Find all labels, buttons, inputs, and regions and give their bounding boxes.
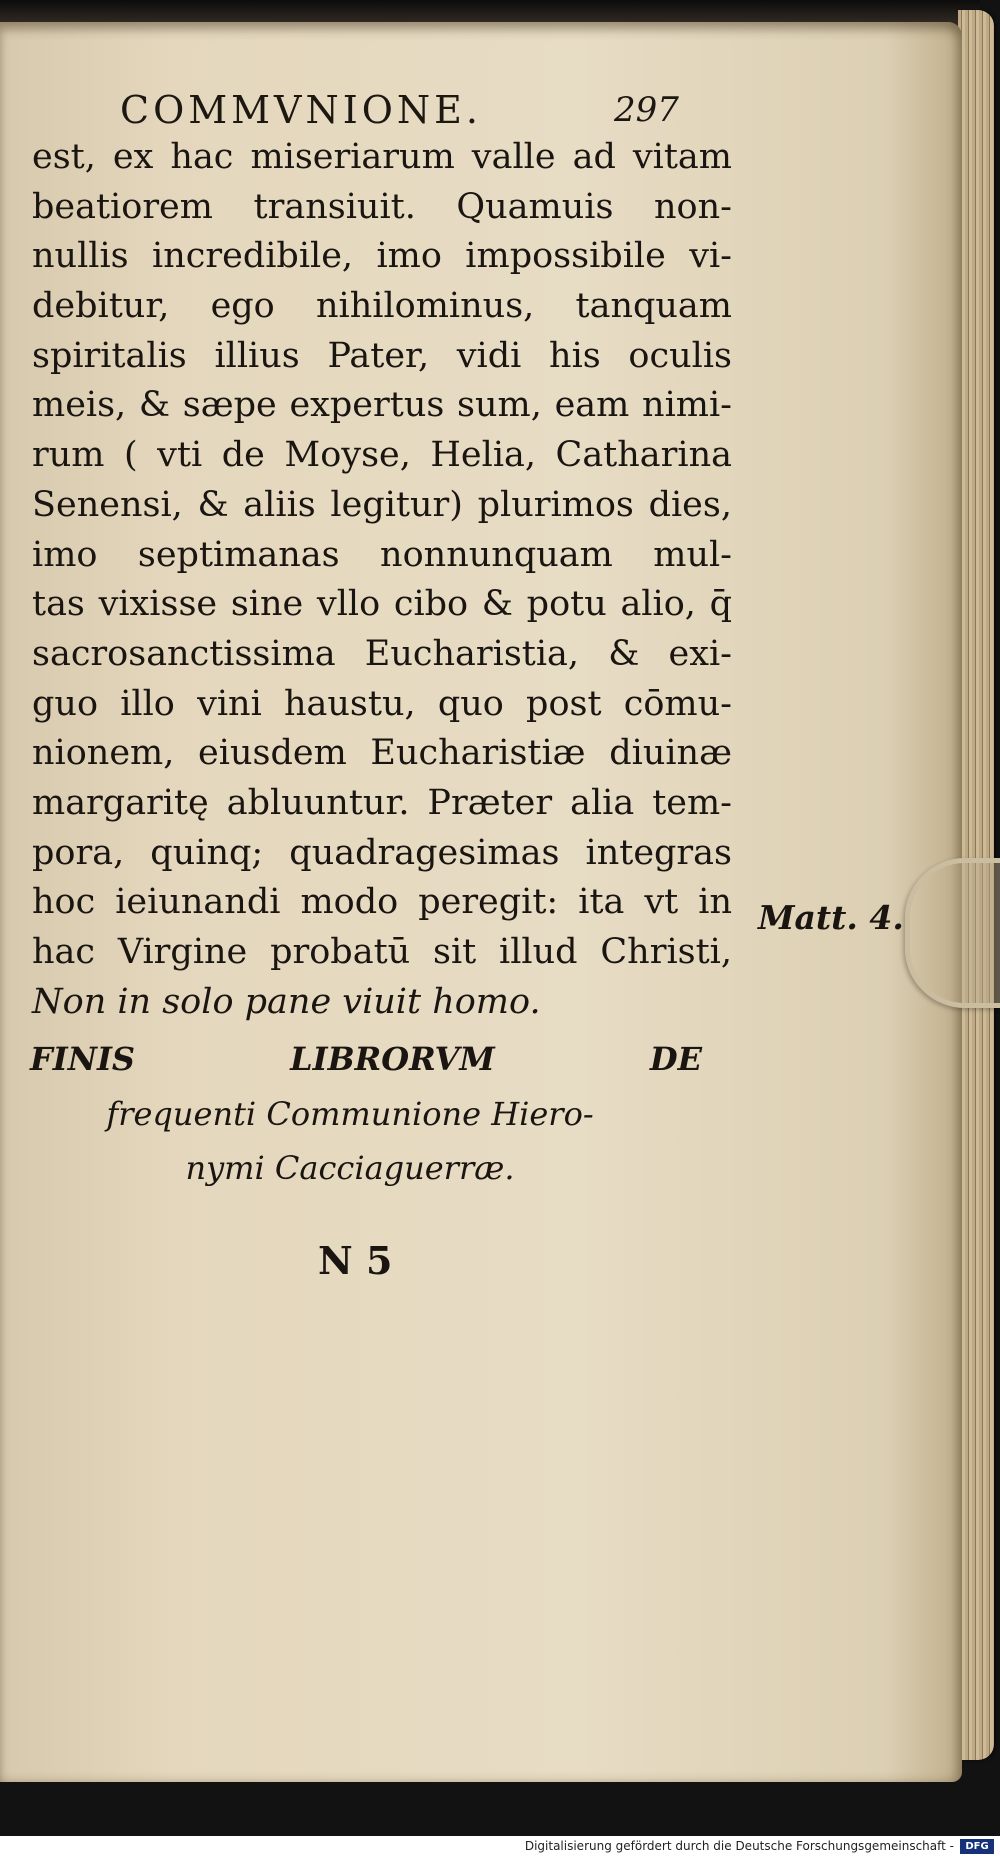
signature-mark: N 5 xyxy=(318,1238,393,1283)
text-line: sacrosanctissima Eucharistia, & exi- xyxy=(32,633,732,674)
text-line: nionem, eiusdem Eucharistiæ diuinæ xyxy=(32,733,732,774)
colophon-line: nymi Cacciaguerræ. xyxy=(185,1149,515,1187)
running-title: COMMVNIONE. xyxy=(120,88,482,132)
text-line: tas vixisse sine vllo cibo & potu alio, q̄ xyxy=(32,584,732,625)
text-line: imo septimanas nonnunquam mul- xyxy=(32,534,732,575)
body-text xyxy=(32,133,732,1027)
colophon-line: frequenti Communione Hiero- xyxy=(106,1095,594,1133)
running-head xyxy=(0,88,700,138)
text-line: spiritalis illius Pater, vidi his oculis xyxy=(32,335,732,376)
text-line: Senensi, & aliis legitur) plurimos dies, xyxy=(32,484,732,525)
colophon-title: FINIS LIBRORVM DE xyxy=(30,1040,702,1078)
dfg-logo: DFG xyxy=(960,1839,994,1854)
text-line: meis, & sæpe expertus sum, eam nimi- xyxy=(32,385,732,426)
page-clip xyxy=(905,858,1000,1008)
text-line: est, ex hac miseriarum valle ad vitam xyxy=(32,137,732,177)
text-line: hac Virgine probatū sit illud Christi, xyxy=(32,932,732,972)
text-line-quotation: Non in solo pane viuit homo. xyxy=(32,981,541,1022)
text-line: nullis incredibile, imo impossibile vi- xyxy=(32,236,732,277)
page-number: 297 xyxy=(614,90,679,130)
text-line: hoc ieiunandi modo peregit: ita vt in xyxy=(32,882,732,923)
text-line: margaritę abluuntur. Præter alia tem- xyxy=(32,782,732,823)
margin-note: Matt. 4. xyxy=(758,898,904,937)
text-line: pora, quinq; quadragesimas integras xyxy=(32,832,732,873)
funding-notice: Digitalisierung gefördert durch die Deutsche Forschungsgemeinschaft - xyxy=(524,1839,954,1853)
text-line: rum ( vti de Moyse, Helia, Catharina xyxy=(32,435,732,476)
text-line: beatiorem transiuit. Quamuis non- xyxy=(32,186,732,227)
text-line: debitur, ego nihilominus, tanquam xyxy=(32,286,732,327)
footer-bar xyxy=(0,1836,1000,1858)
text-line: guo illo vini haustu, quo post cōmu- xyxy=(32,683,732,724)
